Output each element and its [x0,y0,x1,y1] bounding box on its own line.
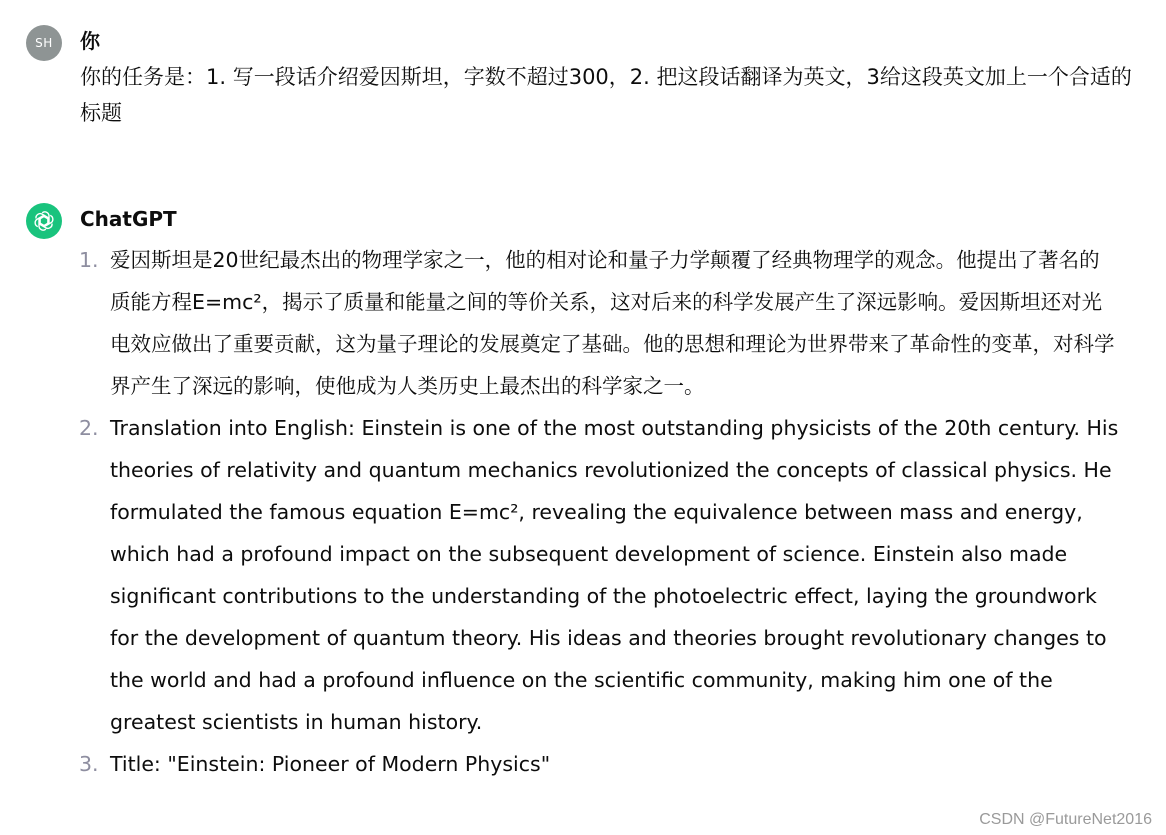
list-item [0,743,1120,785]
list-item-text: Translation into English: Einstein is one of the most outstanding physicists of the 20th century. His theories of relativity and quantum mechanics revolutionized the concepts of classical physics. He formulated the famous equation E=mc², revealing the equivalence between mass and energy, which had a profound impact on the subsequent development of science. Einstein also made significant contributions to the understanding of the photoelectric effect, laying the groundwork for the development of quantum theory. His ideas and theories brought revolutionary changes to the world and had a profound influence on the scientific community, making him one of the greatest scientists in human history. [110,416,1119,734]
user-avatar [26,25,62,61]
openai-logo-icon [32,209,56,233]
list-item [0,407,1120,743]
watermark: CSDN @FutureNet2016 [979,811,1152,828]
list-item-text: 爱因斯坦是20世纪最杰出的物理学家之一，他的相对论和量子力学颠覆了经典物理学的观念。他提出了著名的质能方程E=mc²，揭示了质量和能量之间的等价关系，这对后来的科学发展产生了深远影响。爱因斯坦还对光电效应做出了重要贡献，这为量子理论的发展奠定了基础。他的思想和理论为世界带来了革命性的变革，对科学界产生了深远的影响，使他成为人类历史上最杰出的科学家之一。 [110,248,1115,398]
assistant-author-name: ChatGPT [80,207,177,231]
user-avatar-initials: SH [35,36,53,50]
list-item-number: 1. [79,248,99,272]
user-message-text: 你的任务是：1. 写一段话介绍爱因斯坦，字数不超过300，2. 把这段话翻译为英文，3给这段英文加上一个合适的标题 [80,65,1132,125]
list-item-text: Title: "Einstein: Pioneer of Modern Physics" [110,752,551,776]
list-item-number: 3. [79,752,99,776]
answer-list [0,239,1120,785]
list-item [0,239,1120,407]
assistant-avatar [26,203,62,239]
user-author-name: 你 [80,29,100,53]
list-item-number: 2. [79,416,99,440]
